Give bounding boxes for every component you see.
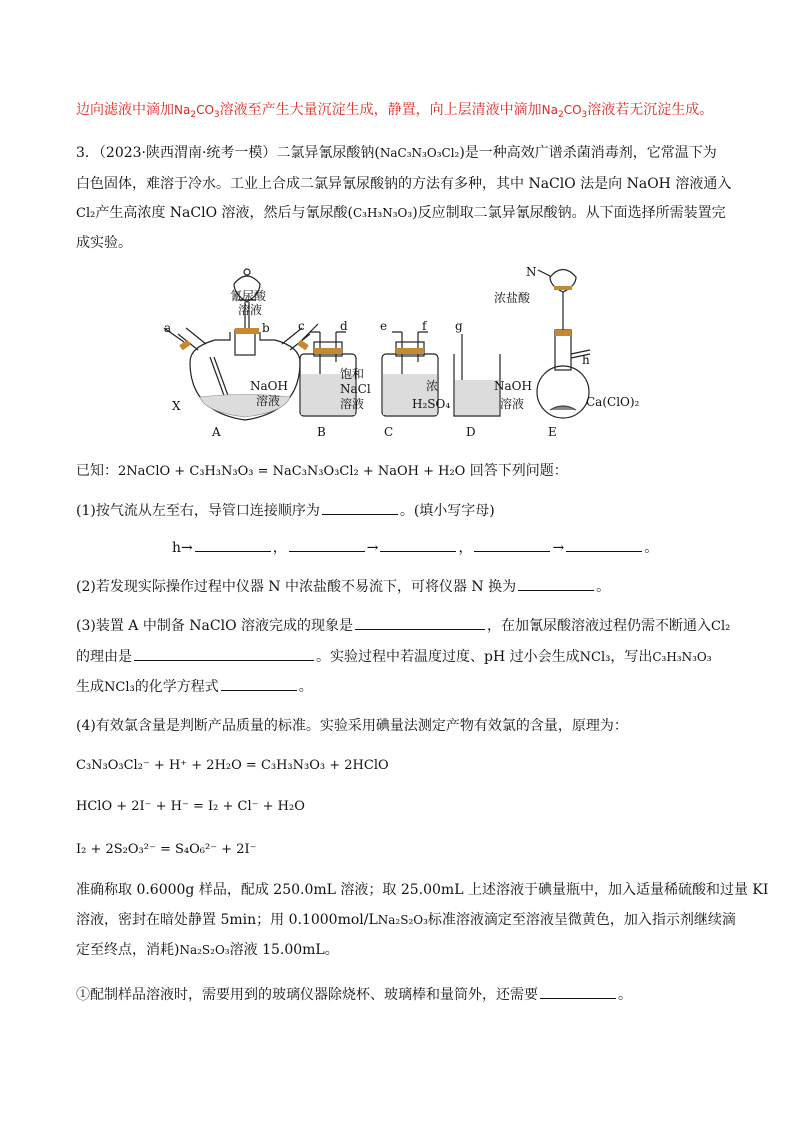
- tube-g: g: [455, 319, 463, 333]
- label-naoh-d: NaOH: [494, 379, 532, 393]
- label-app-a: A: [212, 425, 221, 439]
- text: 溶液若无沉淀生成。: [587, 102, 714, 118]
- answer-blank[interactable]: [566, 537, 642, 552]
- tube-b: b: [262, 321, 270, 335]
- answer-blank[interactable]: [221, 676, 297, 691]
- label-nong: 浓: [426, 379, 439, 393]
- answer-blank[interactable]: [355, 615, 485, 630]
- p2-line: (2)若发现实际操作过程中仪器 N 中浓盐酸不易流下，可将仪器 N 换为 。: [76, 576, 610, 597]
- label-naoh-a-sol: 溶液: [256, 394, 281, 408]
- label-app-d: D: [466, 425, 476, 439]
- p4-line-b3: 定至终点，消耗)Na₂S₂O₃溶液 15.00mL。: [76, 942, 339, 958]
- answer-blank[interactable]: [540, 984, 616, 999]
- label-app-c: C: [384, 425, 394, 439]
- p3-line2: 的理由是 。实验过程中若温度过度、pH 过小会生成NCl₃，写出C₃H₃N₃O₃: [76, 646, 712, 668]
- top-red-line: [76, 100, 713, 125]
- label-naoh-d-sol: 溶液: [500, 397, 525, 411]
- label-naoh-a: NaOH: [250, 379, 288, 393]
- label-caclo2: Ca(ClO)₂: [586, 395, 640, 409]
- answer-blank[interactable]: [380, 537, 456, 552]
- q3-line1: 3．（2023·陕西渭南·统考一模）二氯异氰尿酸钠(NaC₃N₃O₃Cl₂)是一种高效广谱杀菌消毒剂，它常温下为: [76, 145, 717, 161]
- label-nacl-sol: 溶液: [340, 397, 365, 411]
- p4-eq3: I₂ + 2S₂O₃²⁻ = S₄O₆²⁻ + 2I⁻: [76, 842, 257, 857]
- chem-na2co3-2: $Na_2CO_3$: [541, 103, 588, 120]
- p4-eq2: HClO + 2I⁻ + H⁻ = I₂ + Cl⁻ + H₂O: [76, 799, 305, 814]
- answer-blank[interactable]: [322, 500, 398, 515]
- answer-blank[interactable]: [134, 646, 314, 661]
- known-line: 已知：2NaClO + C₃H₃N₃O₃ = NaC₃N₃O₃Cl₂ + NaOH + H₂O 回答下列问题：: [76, 463, 568, 479]
- tube-a: a: [164, 321, 172, 335]
- p4-line-b1: 准确称取 0.6000g 样品，配成 250.0mL 溶液；取 25.00mL 上述溶液于碘量瓶中，加入适量稀硫酸和过量 KI: [76, 882, 769, 898]
- label-app-b: B: [317, 425, 326, 439]
- answer-blank[interactable]: [289, 537, 365, 552]
- q3-line4: 成实验。: [76, 235, 132, 251]
- p4-line-c: ①配制样品溶液时，需要用到的玻璃仪器除烧杯、玻璃棒和量筒外，还需要 。: [76, 984, 632, 1005]
- label-hcl: 浓盐酸: [494, 291, 531, 305]
- label-cyanuric: 氰尿酸: [230, 289, 267, 303]
- chem-na2co3: $Na_2CO_3$: [174, 103, 220, 120]
- tube-c: c: [298, 319, 305, 333]
- p4-line-b2: 溶液，密封在暗处静置 5min；用 0.1000mol/LNa₂S₂O₃标准溶液滴定至溶液呈微黄色，加入指示剂继续滴: [76, 912, 736, 928]
- answer-blank[interactable]: [474, 537, 550, 552]
- p3-line1: (3)装置 A 中制备 NaClO 溶液完成的现象是 ，在加氰尿酸溶液过程仍需不断通入Cl₂: [76, 615, 730, 637]
- q3-line3: Cl₂产生高浓度 NaClO 溶液，然后与氰尿酸(C₃H₃N₃O₃)反应制取二氯异氰尿酸钠。从下面选择所需装置完: [76, 205, 726, 221]
- label-baohe: 饱和: [340, 367, 365, 381]
- answer-blank[interactable]: [195, 537, 271, 552]
- text: 边向滤液中滴加: [76, 102, 174, 118]
- p1-line: (1)按气流从左至右，导管口连接顺序为 。(填小写字母): [76, 500, 495, 521]
- answer-blank[interactable]: [518, 576, 594, 591]
- tube-h: h: [582, 353, 590, 367]
- tube-f: f: [422, 319, 427, 333]
- tube-e: e: [380, 319, 388, 333]
- p4-line1: (4)有效氯含量是判断产品质量的标准。实验采用碘量法测定产物有效氯的含量，原理为：: [76, 718, 628, 734]
- label-n: N: [526, 265, 537, 279]
- apparatus-diagram: [150, 262, 670, 444]
- p1-seq: h→ ， → ， → 。: [172, 537, 658, 558]
- label-h2so4: H₂SO₄: [412, 397, 451, 411]
- p3-line3: 生成NCl₃的化学方程式 。: [76, 676, 313, 698]
- label-x: X: [172, 399, 181, 413]
- q3-line2: 白色固体，难溶于冷水。工业上合成二氯异氰尿酸钠的方法有多种，其中 NaClO 法是向 NaOH 溶液通入: [76, 176, 732, 192]
- tube-d: d: [340, 319, 348, 333]
- label-cyanuric-sol: 溶液: [238, 303, 263, 317]
- label-nacl: NaCl: [340, 382, 371, 396]
- text: 溶液至产生大量沉淀生成，静置，向上层清液中滴加: [219, 102, 542, 118]
- label-app-e: E: [548, 425, 557, 439]
- p4-eq1: C₃N₃O₃Cl₂⁻ + H⁺ + 2H₂O = C₃H₃N₃O₃ + 2HClO: [76, 758, 389, 773]
